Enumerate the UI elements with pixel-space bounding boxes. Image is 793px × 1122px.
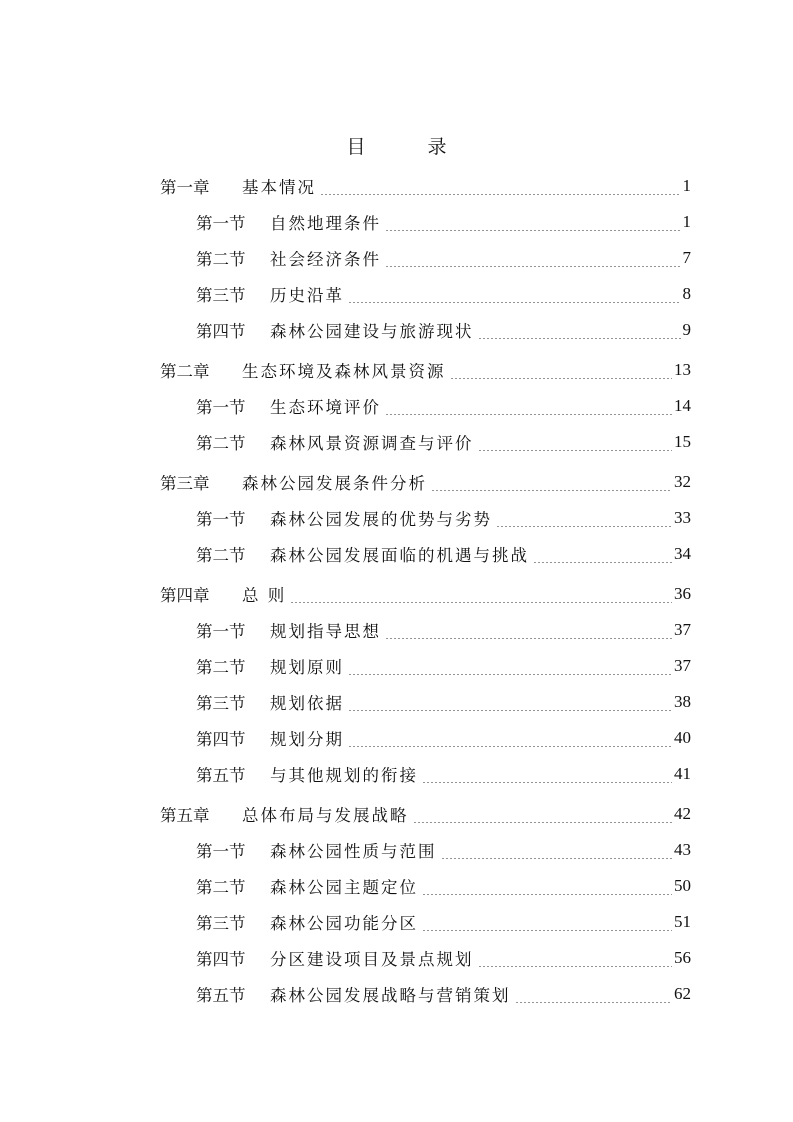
toc-entry-section[interactable] [196, 832, 691, 868]
entry-page-number: 34 [674, 544, 691, 563]
entry-number: 第一节 [196, 622, 246, 641]
dot-leader [348, 302, 681, 303]
toc-entry-section[interactable] [196, 388, 691, 424]
entry-number: 第三章 [160, 474, 210, 493]
entry-label: 历史沿革 [270, 286, 344, 305]
entry-label: 规划分期 [270, 730, 344, 749]
entry-label: 基本情况 [242, 178, 316, 197]
entry-number: 第四节 [196, 950, 246, 969]
entry-label: 森林公园发展战略与营销策划 [270, 986, 511, 1005]
toc-entry-section[interactable] [196, 648, 691, 684]
toc-entry-chapter[interactable] [160, 168, 691, 204]
entry-page-number: 32 [674, 472, 691, 491]
entry-number: 第二节 [196, 434, 246, 453]
entry-label: 森林公园发展条件分析 [242, 474, 427, 493]
dot-leader [348, 674, 672, 675]
entry-number: 第三节 [196, 286, 246, 305]
toc-entry-section[interactable] [196, 276, 691, 312]
entry-page-number: 37 [674, 656, 691, 675]
entry-page-number: 51 [674, 912, 691, 931]
entry-label: 总体布局与发展战略 [242, 806, 409, 825]
dot-leader [431, 490, 672, 491]
entry-number: 第一节 [196, 398, 246, 417]
entry-page-number: 36 [674, 584, 691, 603]
entry-number: 第五节 [196, 986, 246, 1005]
entry-label: 规划依据 [270, 694, 344, 713]
dot-leader [385, 266, 681, 267]
dot-leader [533, 562, 672, 563]
entry-page-number: 42 [674, 804, 691, 823]
entry-number: 第五章 [160, 806, 210, 825]
dot-leader [441, 858, 673, 859]
entry-number: 第一章 [160, 178, 210, 197]
dot-leader [496, 526, 672, 527]
entry-page-number: 14 [674, 396, 691, 415]
entry-page-number: 7 [682, 248, 691, 267]
entry-label: 森林公园主题定位 [270, 878, 418, 897]
dot-leader [413, 822, 673, 823]
entry-label: 森林公园发展面临的机遇与挑战 [270, 546, 529, 565]
dot-leader [385, 230, 681, 231]
entry-page-number: 38 [674, 692, 691, 711]
entry-page-number: 62 [674, 984, 691, 1003]
toc-entry-section[interactable] [196, 312, 691, 348]
toc-entry-chapter[interactable] [160, 576, 691, 612]
entry-label: 森林公园发展的优势与劣势 [270, 510, 492, 529]
dot-leader [348, 710, 672, 711]
dot-leader [422, 930, 672, 931]
entry-label: 生态环境及森林风景资源 [242, 362, 446, 381]
dot-leader [450, 378, 673, 379]
entry-number: 第三节 [196, 694, 246, 713]
toc-entry-section[interactable] [196, 976, 691, 1012]
dot-leader [348, 746, 672, 747]
entry-page-number: 50 [674, 876, 691, 895]
entry-label: 规划指导思想 [270, 622, 381, 641]
dot-leader [422, 782, 672, 783]
dot-leader [422, 894, 672, 895]
entry-page-number: 56 [674, 948, 691, 967]
dot-leader [385, 414, 672, 415]
entry-label: 森林公园建设与旅游现状 [270, 322, 474, 341]
entry-page-number: 40 [674, 728, 691, 747]
entry-page-number: 33 [674, 508, 691, 527]
toc-entry-section[interactable] [196, 684, 691, 720]
entry-number: 第二节 [196, 658, 246, 677]
dot-leader [515, 1002, 673, 1003]
entry-page-number: 13 [674, 360, 691, 379]
toc-title: 目 录 [346, 136, 475, 158]
entry-number: 第四节 [196, 730, 246, 749]
dot-leader [320, 194, 681, 195]
entry-page-number: 1 [682, 212, 691, 231]
toc-entry-section[interactable] [196, 240, 691, 276]
entry-page-number: 9 [682, 320, 691, 339]
entry-number: 第五节 [196, 766, 246, 785]
entry-number: 第一节 [196, 510, 246, 529]
entry-number: 第四节 [196, 322, 246, 341]
entry-label: 生态环境评价 [270, 398, 381, 417]
entry-label: 森林公园功能分区 [270, 914, 418, 933]
entry-number: 第一节 [196, 842, 246, 861]
dot-leader [478, 450, 673, 451]
entry-page-number: 37 [674, 620, 691, 639]
entry-label: 森林公园性质与范围 [270, 842, 437, 861]
entry-label: 社会经济条件 [270, 250, 381, 269]
entry-label: 与其他规划的衔接 [270, 766, 418, 785]
dot-leader [385, 638, 672, 639]
entry-label: 规划原则 [270, 658, 344, 677]
toc-entry-chapter[interactable] [160, 352, 691, 388]
toc-entry-section[interactable] [196, 720, 691, 756]
entry-number: 第一节 [196, 214, 246, 233]
toc-entry-section[interactable] [196, 904, 691, 940]
entry-label: 分区建设项目及景点规划 [270, 950, 474, 969]
toc-entry-section[interactable] [196, 612, 691, 648]
entry-page-number: 1 [682, 176, 691, 195]
entry-number: 第二节 [196, 546, 246, 565]
toc-entry-section[interactable] [196, 204, 691, 240]
entry-page-number: 8 [682, 284, 691, 303]
toc-entry-section[interactable] [196, 868, 691, 904]
entry-number: 第二节 [196, 250, 246, 269]
entry-label: 自然地理条件 [270, 214, 381, 233]
entry-page-number: 41 [674, 764, 691, 783]
entry-page-number: 43 [674, 840, 691, 859]
entry-number: 第二节 [196, 878, 246, 897]
toc-entry-chapter[interactable] [160, 464, 691, 500]
entry-number: 第二章 [160, 362, 210, 381]
toc-entry-section[interactable] [196, 536, 691, 572]
entry-label: 森林风景资源调查与评价 [270, 434, 474, 453]
entry-number: 第三节 [196, 914, 246, 933]
entry-page-number: 15 [674, 432, 691, 451]
entry-number: 第四章 [160, 586, 210, 605]
dot-leader [478, 966, 673, 967]
dot-leader [290, 602, 672, 603]
toc-entry-chapter[interactable] [160, 796, 691, 832]
toc-entry-section[interactable] [196, 940, 691, 976]
toc-entry-section[interactable] [196, 424, 691, 460]
entry-label: 总 则 [242, 586, 287, 605]
toc-entry-section[interactable] [196, 756, 691, 792]
toc-entry-section[interactable] [196, 500, 691, 536]
dot-leader [478, 338, 681, 339]
